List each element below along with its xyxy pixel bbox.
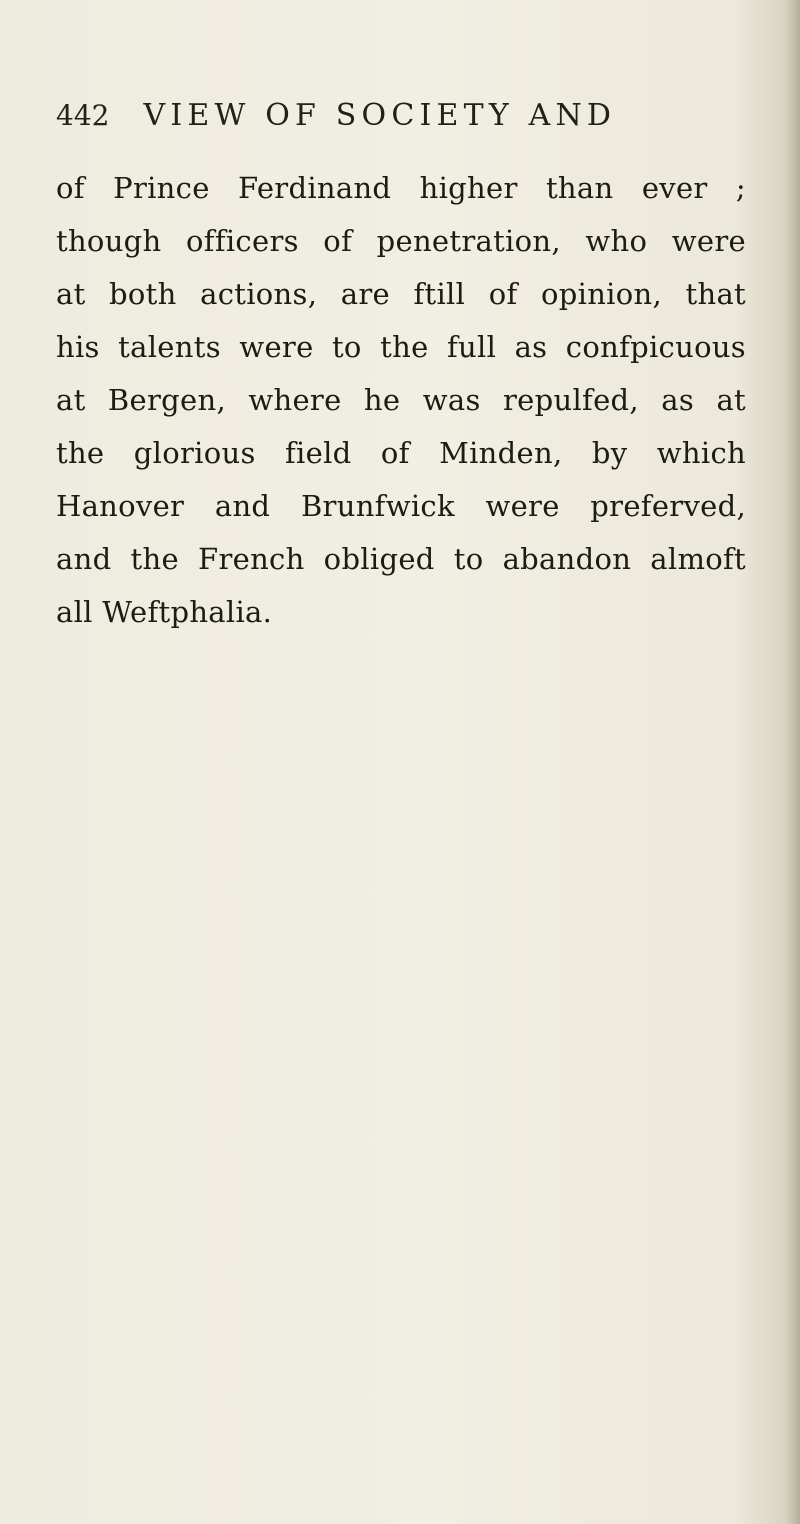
text-line: and the French obliged to abandon almoft bbox=[56, 542, 746, 576]
text-line: his talents were to the full as confpicuous bbox=[56, 330, 746, 364]
page-edge-shadow bbox=[786, 0, 800, 1524]
text-line: all Weftphalia. bbox=[56, 595, 273, 629]
running-head bbox=[56, 98, 616, 142]
text-line: the glorious field of Minden, by which bbox=[56, 436, 746, 470]
text-line: at both actions, are ftill of opinion, that bbox=[56, 277, 746, 311]
body-paragraph bbox=[56, 162, 746, 639]
text-line: of Prince Ferdinand higher than ever ; bbox=[56, 171, 746, 205]
text-line: Hanover and Brunfwick were preferved, bbox=[56, 489, 746, 523]
text-line: though officers of penetration, who were bbox=[56, 224, 746, 258]
running-title: VIEW OF SOCIETY AND bbox=[143, 98, 617, 133]
page-number: 442 bbox=[56, 99, 110, 132]
text-line: at Bergen, where he was repulfed, as at bbox=[56, 383, 746, 417]
